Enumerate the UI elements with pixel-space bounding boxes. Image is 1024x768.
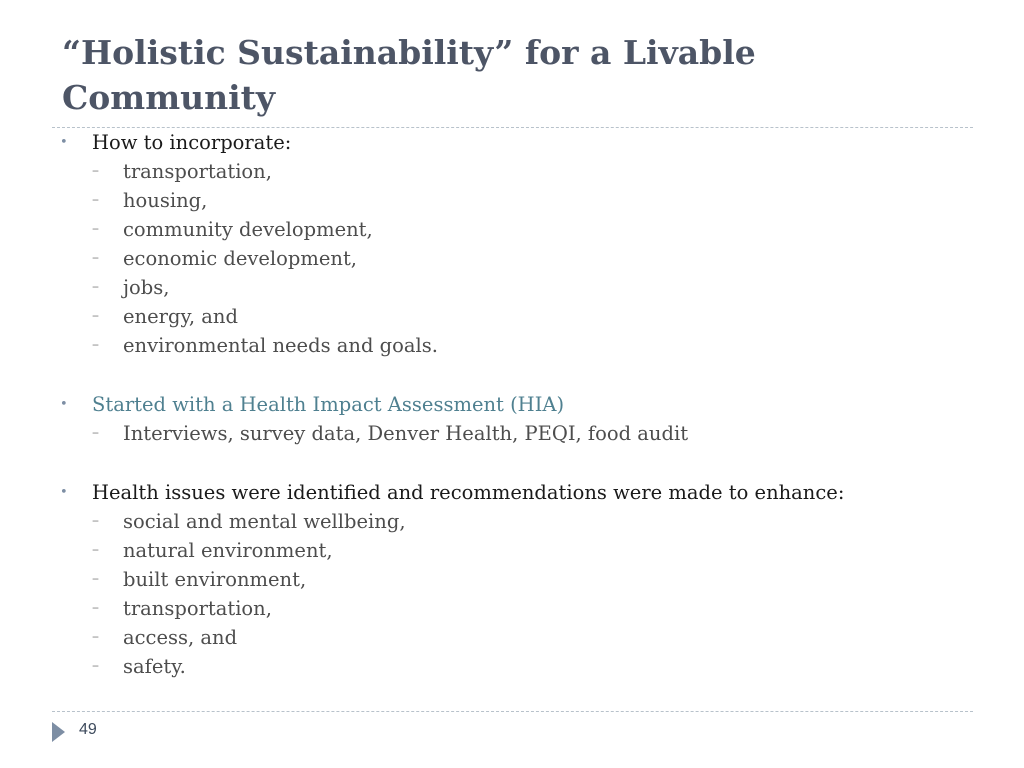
- bullet-item: [58, 128, 988, 157]
- bullet-dot-icon: •: [60, 397, 68, 412]
- sub-bullet-item: [58, 536, 988, 565]
- sub-bullet-item: [58, 565, 988, 594]
- sub-bullet-text: safety.: [123, 655, 186, 678]
- dash-marker-icon: –: [92, 221, 99, 237]
- sub-bullet-text: economic development,: [123, 247, 358, 270]
- sub-bullet-item: [58, 302, 988, 331]
- bullet-text: Health issues were identified and recommendations were made to enhance:: [92, 481, 845, 504]
- bullet-text: Started with a Health Impact Assessment (HIA): [92, 393, 565, 416]
- sub-bullet-text: housing,: [123, 189, 208, 212]
- sub-bullet-item: [58, 652, 988, 681]
- dash-marker-icon: –: [92, 308, 99, 324]
- sub-bullet-text: jobs,: [123, 276, 170, 299]
- sub-bullet-item: [58, 331, 988, 360]
- sub-bullet-text: environmental needs and goals.: [123, 334, 438, 357]
- sub-bullet-item: [58, 215, 988, 244]
- triangle-right-icon: [52, 722, 65, 742]
- bullet-block: [58, 478, 988, 681]
- dash-marker-icon: –: [92, 542, 99, 558]
- sub-bullet-text: built environment,: [123, 568, 307, 591]
- dash-marker-icon: –: [92, 279, 99, 295]
- dash-marker-icon: –: [92, 192, 99, 208]
- bullet-dot-icon: •: [60, 135, 68, 150]
- sub-bullet-item: [58, 594, 988, 623]
- bullet-text: How to incorporate:: [92, 131, 292, 154]
- sub-bullet-item: [58, 186, 988, 215]
- slide-body: [58, 128, 988, 711]
- dash-marker-icon: –: [92, 600, 99, 616]
- dash-marker-icon: –: [92, 571, 99, 587]
- dash-marker-icon: –: [92, 163, 99, 179]
- sub-bullet-item: [58, 157, 988, 186]
- sub-bullet-text: natural environment,: [123, 539, 333, 562]
- sub-bullet-text: Interviews, survey data, Denver Health, PEQI, food audit: [123, 422, 689, 445]
- dash-marker-icon: –: [92, 658, 99, 674]
- dash-marker-icon: –: [92, 629, 99, 645]
- dash-marker-icon: –: [92, 425, 99, 441]
- bullet-dot-icon: •: [60, 485, 68, 500]
- sub-bullet-item: [58, 244, 988, 273]
- sub-bullet-text: energy, and: [123, 305, 238, 328]
- sub-bullet-item: [58, 273, 988, 302]
- sub-bullet-text: transportation,: [123, 597, 272, 620]
- sub-bullet-item: [58, 507, 988, 536]
- footer-divider: [52, 711, 973, 712]
- bullet-item: [58, 478, 988, 507]
- sub-bullet-item: [58, 623, 988, 652]
- sub-bullet-item: [58, 419, 988, 448]
- sub-bullet-text: social and mental wellbeing,: [123, 510, 406, 533]
- dash-marker-icon: –: [92, 250, 99, 266]
- bullet-block: [58, 128, 988, 360]
- sub-bullet-text: access, and: [123, 626, 238, 649]
- dash-marker-icon: –: [92, 337, 99, 353]
- sub-bullet-text: transportation,: [123, 160, 272, 183]
- page-number: 49: [79, 721, 97, 738]
- dash-marker-icon: –: [92, 513, 99, 529]
- bullet-item: [58, 390, 988, 419]
- bullet-block: [58, 390, 988, 448]
- sub-bullet-text: community development,: [123, 218, 373, 241]
- slide-title: “Holistic Sustainability” for a Livable Community: [62, 33, 756, 117]
